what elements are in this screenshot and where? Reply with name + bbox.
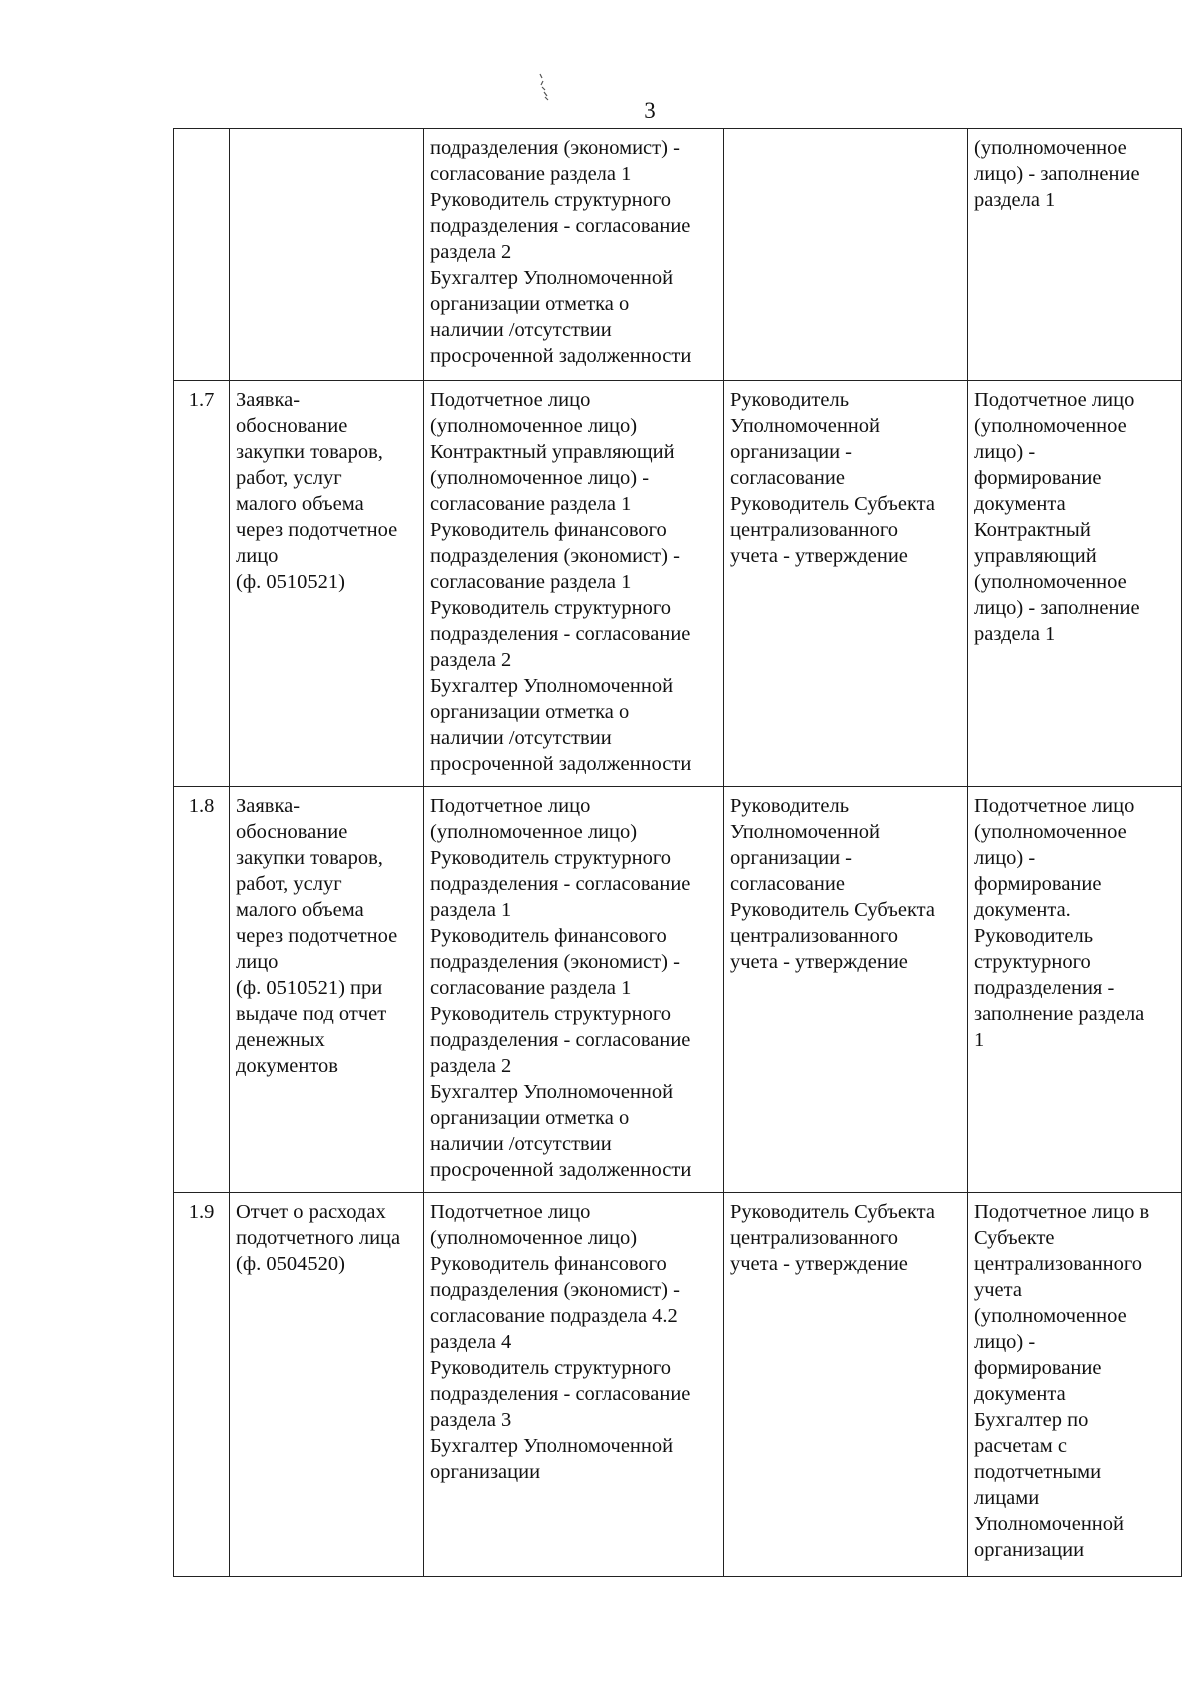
table-row — [174, 1193, 1182, 1577]
signer-cell: Руководитель Уполномоченной организации - согласование Руководитель Субъекта централизованного учета - утверждение — [724, 381, 968, 787]
approvers-cell: Подотчетное лицо (уполномоченное лицо) Контрактный управляющий (уполномоченное лицо) - согласование раздела 1 Руководитель финансового подразделения (экономист) - согласование раздела 1 Руководитель структурного подразделения - согласование раздела 2 Бухгалтер Уполномоченной организации отметка о наличии /отсутствии просроченной задолженности — [424, 381, 724, 787]
signer-cell — [724, 129, 968, 381]
page-number: 3 — [644, 98, 656, 123]
table-row — [174, 129, 1182, 381]
approvers-cell: Подотчетное лицо (уполномоченное лицо) Руководитель финансового подразделения (экономист) - согласование подраздела 4.2 раздела 4 Руководитель структурного подразделения - согласование раздела 3 Бухгалтер Уполномоченной организации — [424, 1193, 724, 1577]
table-row — [174, 787, 1182, 1193]
signer-cell: Руководитель Субъекта централизованного учета - утверждение — [724, 1193, 968, 1577]
document-name-cell: Заявка- обоснование закупки товаров, работ, услуг малого объема через подотчетное лицо (ф. 0510521) при выдаче под отчет денежных документов — [230, 787, 424, 1193]
responsible-cell: Подотчетное лицо в Субъекте централизованного учета (уполномоченное лицо) - формирование документа Бухгалтер по расчетам с подотчетными лицами Уполномоченной организации — [968, 1193, 1182, 1577]
signer-cell: Руководитель Уполномоченной организации - согласование Руководитель Субъекта централизованного учета - утверждение — [724, 787, 968, 1193]
document-name-cell — [230, 129, 424, 381]
responsible-cell: Подотчетное лицо (уполномоченное лицо) - формирование документа. Руководитель структурного подразделения - заполнение раздела 1 — [968, 787, 1182, 1193]
approvers-cell: Подотчетное лицо (уполномоченное лицо) Руководитель структурного подразделения - согласование раздела 1 Руководитель финансового подразделения (экономист) - согласование раздела 1 Руководитель структурного подразделения - согласование раздела 2 Бухгалтер Уполномоченной организации отметка о наличии /отсутствии просроченной задолженности — [424, 787, 724, 1193]
row-number-cell: 1.7 — [174, 381, 230, 787]
row-number-cell — [174, 129, 230, 381]
document-table — [173, 128, 1182, 1577]
document-name-cell: Заявка- обоснование закупки товаров, работ, услуг малого объема через подотчетное лицо (ф. 0510521) — [230, 381, 424, 787]
row-number-cell: 1.9 — [174, 1193, 230, 1577]
approvers-cell: подразделения (экономист) - согласование раздела 1 Руководитель структурного подразделения - согласование раздела 2 Бухгалтер Уполномоченной организации отметка о наличии /отсутствии просроченной задолженности — [424, 129, 724, 381]
responsible-cell: Подотчетное лицо (уполномоченное лицо) - формирование документа Контрактный управляющий (уполномоченное лицо) - заполнение раздела 1 — [968, 381, 1182, 787]
row-number-cell: 1.8 — [174, 787, 230, 1193]
responsible-cell: (уполномоченное лицо) - заполнение раздела 1 — [968, 129, 1182, 381]
table-row — [174, 381, 1182, 787]
document-name-cell: Отчет о расходах подотчетного лица (ф. 0504520) — [230, 1193, 424, 1577]
